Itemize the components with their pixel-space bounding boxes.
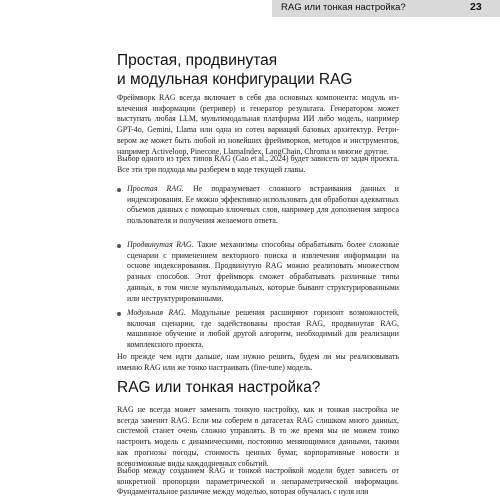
bullet-text	[127, 308, 399, 351]
bullet-description: Такие механизмы способны обрабатывать более сложные сценарии с применением векторного поиска и извлечения информации на основе индексирования. Продвинутую RAG можно реализовать множеством разных способов. Этот фреймворк сможет обрабатывать различные типы данных, в том числе мультимодальных, которые бывают структурированными или неструктурированными.	[127, 240, 399, 303]
bullet-description: Не подразумевает сложного встраивания данных и индексирования. Ее можно эффективно использовать для обработки адекватных объемов данных с помощью ключевых слов, например для дополнения запроса пользователя и получения желаемого ответа.	[127, 184, 399, 226]
bullet-text	[127, 240, 399, 304]
running-header	[0, 0, 500, 17]
page-number: 23	[470, 1, 482, 13]
bullet-description: Модульные решения расширяют горизонт возможностей, включая сценарии, где задействованы простая RAG, продвинутая RAG, машинное обучение и любой другой алгоритм, необходимый для реализации комплексного проекта.	[127, 308, 399, 350]
bullet-advanced-rag	[117, 240, 399, 305]
heading-line-1: Простая, продвинутая	[117, 52, 278, 69]
bullet-naive-rag	[117, 184, 399, 238]
bullet-marker	[117, 188, 121, 192]
bullet-term: Продвинутая RAG.	[127, 240, 194, 249]
bullet-marker	[117, 312, 121, 316]
paragraph-choice: Выбор между созданием RAG и тонкой настройкой модели будет зависеть от конкретной пропорции параметрической и непараметрической информации. Фундаментальное различие между моделью, которая обучалась с нуля или	[117, 466, 399, 497]
paragraph-rag-types: Выбор одного из трех типов RAG (Gao et al., 2024) будет зависеть от задач проекта. Все эти три подхода мы разберем в коде текущей главы.	[117, 154, 399, 174]
section-heading-rag-vs-finetuning: RAG или тонкая настройка?	[117, 379, 321, 396]
heading-line-2: и модульная конфигурации RAG	[117, 71, 353, 88]
bullet-term: Простая RAG.	[127, 184, 184, 193]
running-header-title: RAG или тонкая настройка?	[281, 2, 406, 13]
bullet-term: Модульная RAG.	[127, 308, 186, 317]
section-heading-rag-configurations	[117, 51, 417, 89]
paragraph-transition: Но прежде чем идти дальше, нам нужно решить, будем ли мы реализовывать именно RAG или же тонко настраивать (fine-tune) модель.	[117, 352, 399, 372]
bullet-marker	[117, 244, 121, 248]
paragraph-rag-limits: RAG не всегда может заменить тонкую настройку, как и тонкая настройка не всегда заменит RAG. Если мы соберем в датасетах RAG слишком много данных, системой станет очень сложно управлять. В то же время мы не можем тонко настроить модель с динамическими, постоянно меняющимися данными, такими как прогнозы погоды, стоимость ценных бумаг, корпоративные новости и всевозможные виды каждодневных событий.	[117, 405, 399, 468]
bullet-text	[127, 184, 399, 227]
paragraph-rag-components: Фреймворк RAG всегда включает в себя два основных компонента: модуль из-влечения информации (ретривер) и генератор результата. Генератором может выступать любая LLM, мультимодальная платформа ИИ либо модель, например GPT-4o, Gemini, Llama или одна из сотен вариаций базовых архитектур. Ретри-вером же может быть любой из новейших фреймворков, методов и инструментов, например Activeloop, Pinecone, LlamaIndex, LangChain, Chroma и многие другие.	[117, 93, 399, 156]
bullet-modular-rag	[117, 308, 399, 352]
